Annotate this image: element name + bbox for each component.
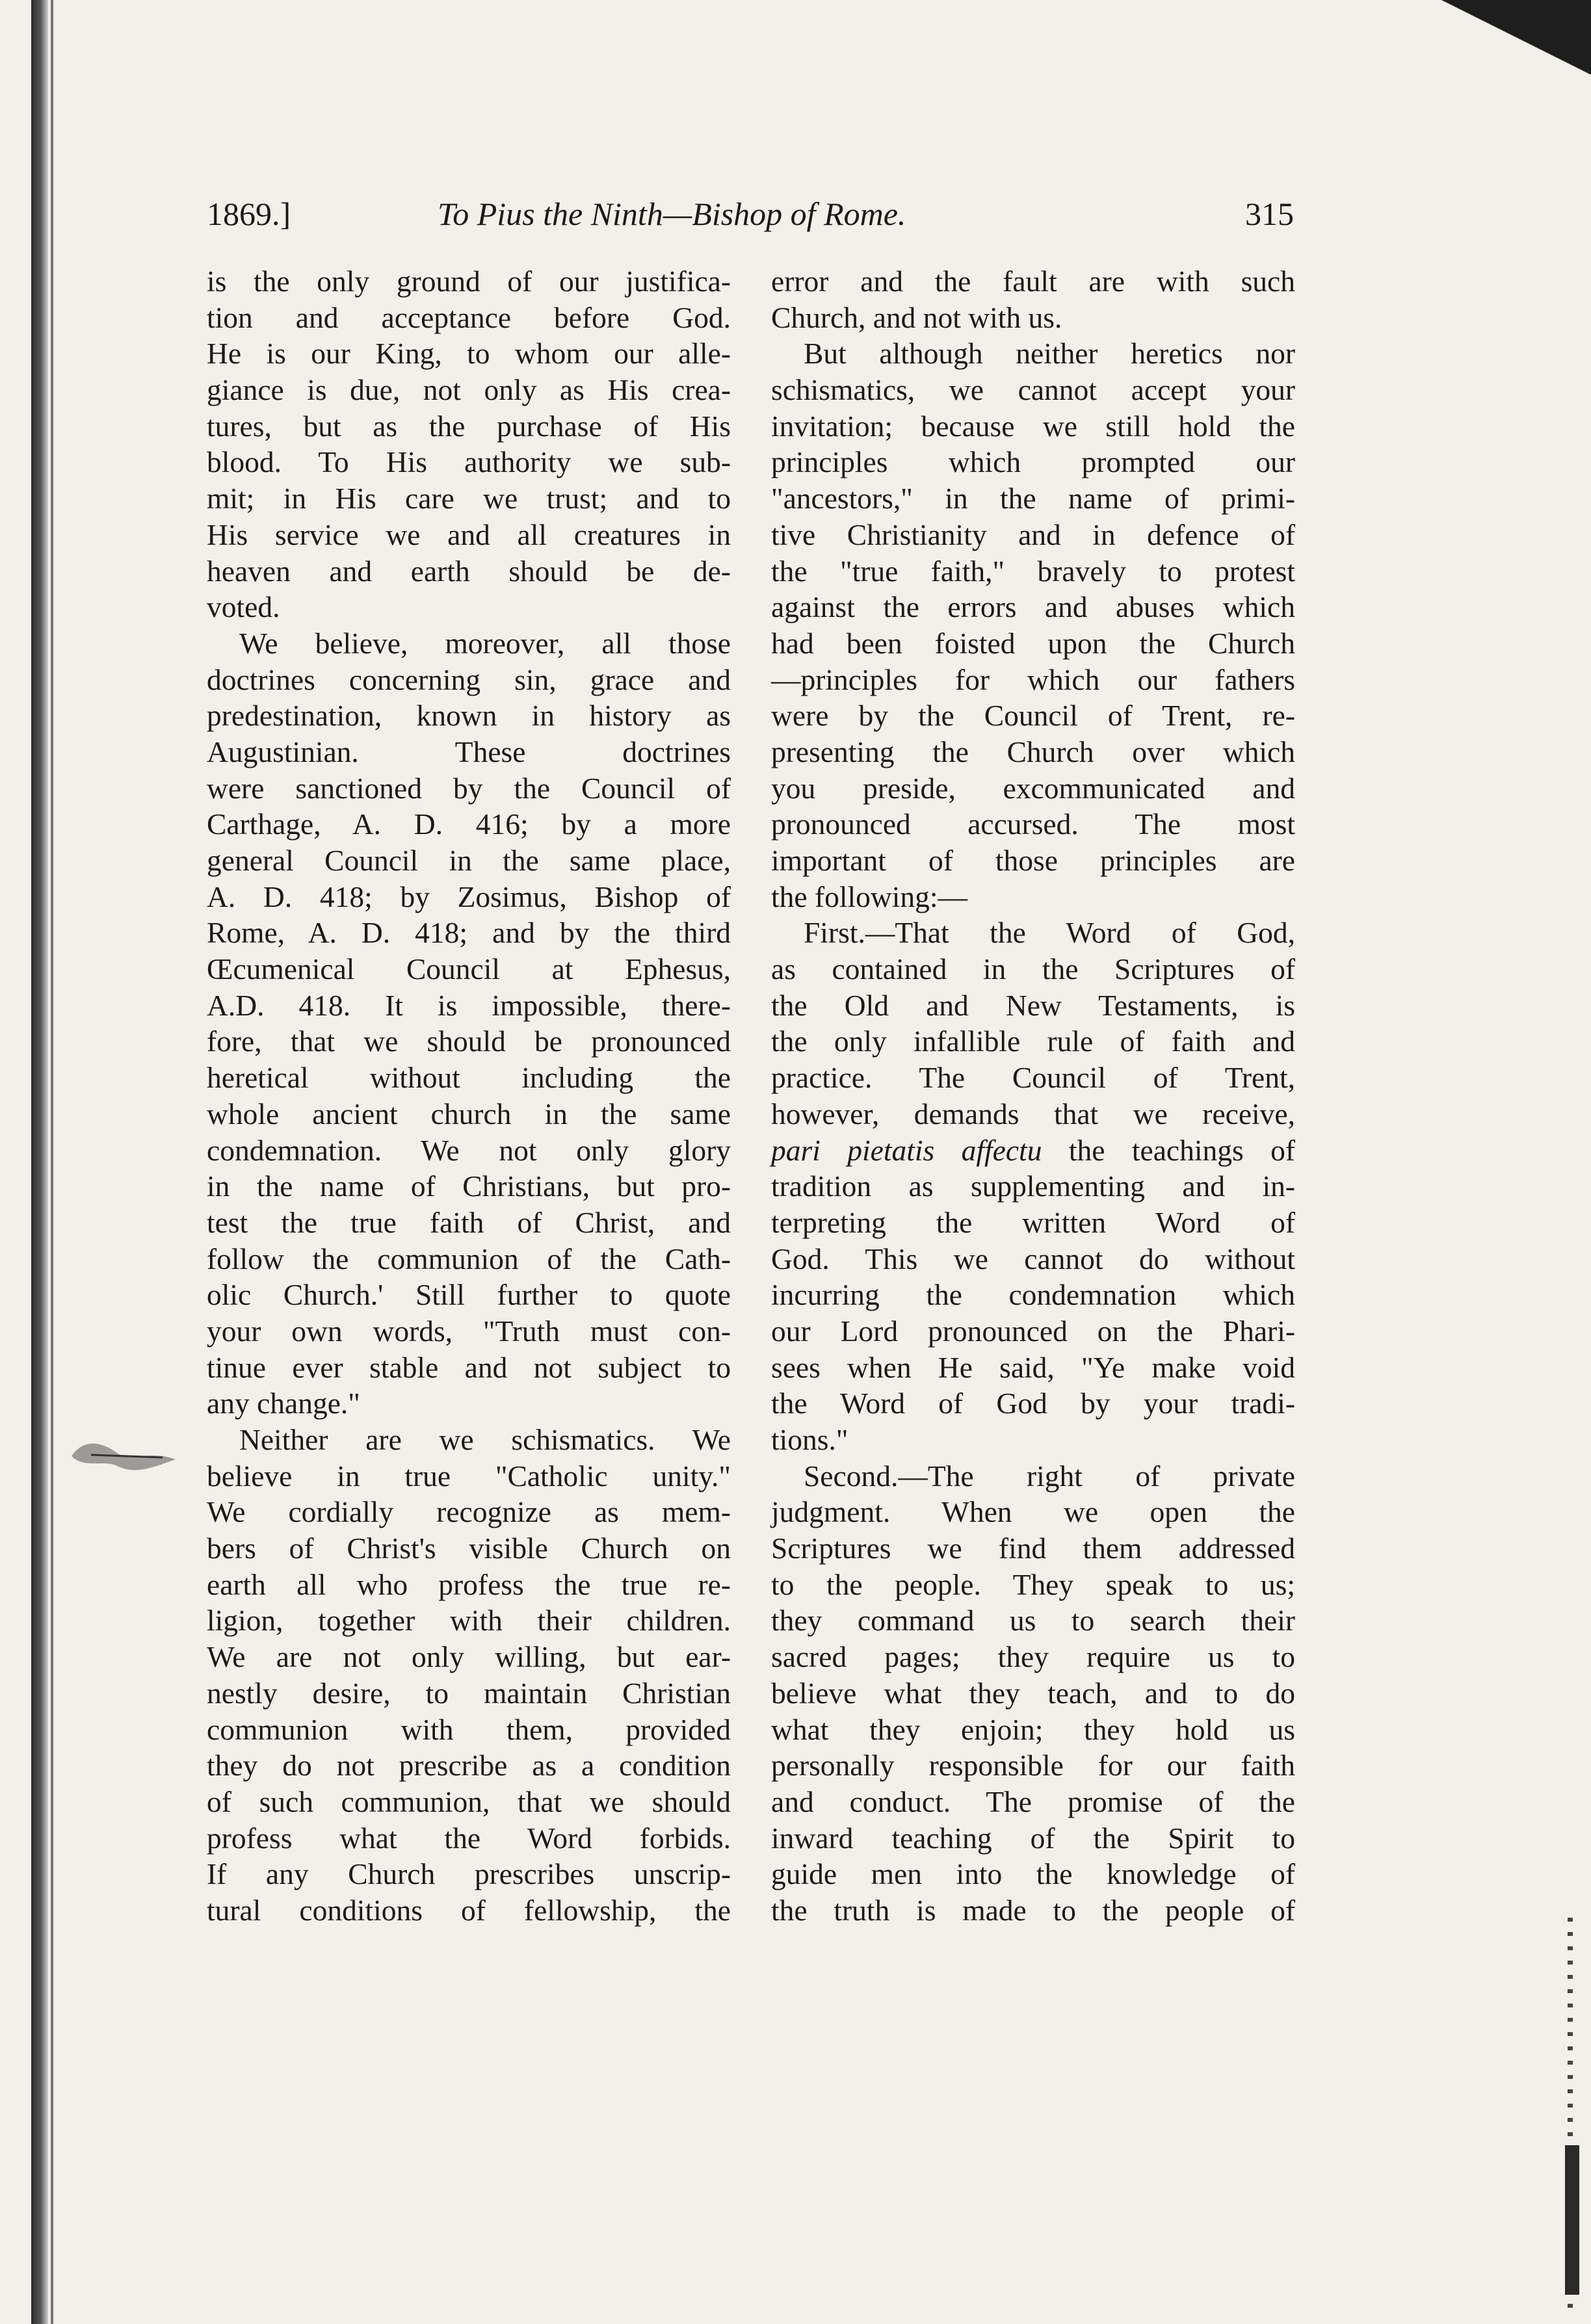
text-line: fore, that we should be pronounced	[207, 1025, 731, 1058]
text-line: A. D. 418; by Zosimus, Bishop of	[207, 880, 731, 913]
text-line: our Lord pronounced on the Phari-	[771, 1314, 1295, 1348]
text-line: important of those principles are	[771, 844, 1295, 877]
text-line: nestly desire, to maintain Christian	[207, 1676, 731, 1710]
text-line: schismatics, we cannot accept your	[771, 373, 1295, 407]
text-line: —principles for which our fathers	[771, 662, 1295, 696]
text-line: If any Church prescribes unscrip-	[207, 1857, 731, 1891]
text-line: the Old and New Testaments, is	[771, 988, 1295, 1022]
text-line: guide men into the knowledge of	[771, 1857, 1295, 1891]
text-line: We cordially recognize as mem-	[207, 1495, 731, 1529]
text-line: We are not only willing, but ear-	[207, 1640, 731, 1674]
text-line: against the errors and abuses which	[771, 590, 1295, 624]
text-line: Rome, A. D. 418; and by the third	[207, 916, 731, 950]
header-title: To Pius the Ninth—Bishop of Rome.	[438, 196, 906, 232]
text-line: sees when He said, "Ye make void	[771, 1350, 1295, 1384]
text-line: sacred pages; they require us to	[771, 1640, 1295, 1674]
scan-edge-mark	[1565, 2145, 1579, 2295]
text-line: communion with them, provided	[207, 1712, 731, 1746]
text-line: is the only ground of our justifica-	[207, 265, 731, 298]
text-line: tures, but as the purchase of His	[207, 409, 731, 443]
text-line: earth all who profess the true re-	[207, 1567, 731, 1601]
text-line: and conduct. The promise of the	[771, 1784, 1295, 1818]
text-line: you preside, excommunicated and	[771, 771, 1295, 805]
text-line: Scriptures we find them addressed	[771, 1532, 1295, 1565]
page-number: 315	[1245, 196, 1294, 232]
text-line: heretical without including the	[207, 1061, 731, 1095]
header-year: 1869.]	[207, 196, 291, 232]
text-line: judgment. When we open the	[771, 1495, 1295, 1529]
text-line: Church, and not with us.	[771, 300, 1062, 334]
text-line: invitation; because we still hold the	[771, 409, 1295, 443]
text-line: tural conditions of fellowship, the	[207, 1893, 731, 1927]
right-column	[771, 263, 1295, 1929]
text-line: ligion, together with their children.	[207, 1604, 731, 1638]
text-line: they command us to search their	[771, 1604, 1295, 1638]
text-line: any change."	[207, 1387, 360, 1420]
text-line: tions."	[771, 1423, 848, 1456]
text-line: believe what they teach, and to do	[771, 1676, 1295, 1710]
folded-corner	[1441, 0, 1591, 75]
text-line: personally responsible for our faith	[771, 1749, 1295, 1782]
text-line: inward teaching of the Spirit to	[771, 1821, 1295, 1855]
text-line	[771, 1132, 1295, 1169]
text-line: the truth is made to the people of	[771, 1893, 1295, 1927]
text-line: were sanctioned by the Council of	[207, 771, 731, 805]
text-line: predestination, known in history as	[207, 699, 731, 733]
text-line: had been foisted upon the Church	[771, 626, 1295, 660]
binding-edge-shadow	[31, 0, 48, 2324]
text-line: principles which prompted our	[771, 445, 1295, 479]
text-line: the only infallible rule of faith and	[771, 1025, 1295, 1058]
text-line: profess what the Word forbids.	[207, 1821, 731, 1855]
text-line: the following:—	[771, 880, 968, 913]
text-line: doctrines concerning sin, grace and	[207, 662, 731, 696]
text-line: the "true faith," bravely to protest	[771, 554, 1295, 588]
text-line: Œcumenical Council at Ephesus,	[207, 952, 731, 986]
text-line: general Council in the same place,	[207, 844, 731, 877]
italic-phrase: pari pietatis affectu	[771, 1133, 1042, 1167]
text-line: We believe, moreover, all those	[239, 626, 731, 660]
text-line: as contained in the Scriptures of	[771, 952, 1295, 986]
text-line: believe in true "Catholic unity."	[207, 1459, 731, 1493]
text-line: His service we and all creatures in	[207, 517, 731, 551]
text-line: tion and acceptance before God.	[207, 300, 731, 334]
text-line: Carthage, A. D. 416; by a more	[207, 807, 731, 841]
text-line: presenting the Church over which	[771, 735, 1295, 768]
text-line: in the name of Christians, but pro-	[207, 1169, 731, 1203]
text-line: tinue ever stable and not subject to	[207, 1350, 731, 1384]
text-line: Augustinian. These doctrines	[207, 735, 731, 768]
text-line: He is our King, to whom our alle-	[207, 337, 731, 371]
text-line: whole ancient church in the same	[207, 1097, 731, 1130]
text-line: pronounced accursed. The most	[771, 807, 1295, 841]
running-header	[207, 192, 1294, 235]
text-line: heaven and earth should be de-	[207, 554, 731, 588]
text-fragment: the teachings of	[1042, 1133, 1295, 1167]
text-line: But although neither heretics nor	[804, 337, 1295, 371]
text-line: practice. The Council of Trent,	[771, 1061, 1295, 1095]
text-line: olic Church.' Still further to quote	[207, 1278, 731, 1312]
text-line: tradition as supplementing and in-	[771, 1169, 1295, 1203]
text-line: Second.—The right of private	[804, 1459, 1295, 1493]
text-line: condemnation. We not only glory	[207, 1133, 731, 1167]
text-line: blood. To His authority we sub-	[207, 445, 731, 479]
text-line: tive Christianity and in defence of	[771, 517, 1295, 551]
text-line: were by the Council of Trent, re-	[771, 699, 1295, 733]
text-line: what they enjoin; they hold us	[771, 1712, 1295, 1746]
text-line: of such communion, that we should	[207, 1784, 731, 1818]
text-line: giance is due, not only as His crea-	[207, 373, 731, 407]
text-line: A.D. 418. It is impossible, there-	[207, 988, 731, 1022]
ink-blot-ornament-icon	[65, 1430, 182, 1482]
text-line: terpreting the written Word of	[771, 1205, 1295, 1239]
text-line: they do not prescribe as a condition	[207, 1749, 731, 1782]
text-line: voted.	[207, 590, 280, 624]
text-line: error and the fault are with such	[771, 265, 1295, 298]
text-line: mit; in His care we trust; and to	[207, 482, 731, 516]
text-line: bers of Christ's visible Church on	[207, 1532, 731, 1565]
text-line: First.—That the Word of God,	[804, 916, 1295, 950]
text-line: "ancestors," in the name of primi-	[771, 482, 1295, 516]
binding-edge-line	[51, 0, 53, 2324]
text-line: incurring the condemnation which	[771, 1278, 1295, 1312]
text-line: Neither are we schismatics. We	[239, 1423, 731, 1456]
text-line: test the true faith of Christ, and	[207, 1205, 731, 1239]
text-line: follow the communion of the Cath-	[207, 1242, 731, 1275]
left-column	[207, 263, 731, 1929]
text-line: God. This we cannot do without	[771, 1242, 1295, 1275]
text-line: to the people. They speak to us;	[771, 1567, 1295, 1601]
text-line: however, demands that we receive,	[771, 1097, 1295, 1130]
text-line: your own words, "Truth must con-	[207, 1314, 731, 1348]
text-line: the Word of God by your tradi-	[771, 1387, 1295, 1420]
